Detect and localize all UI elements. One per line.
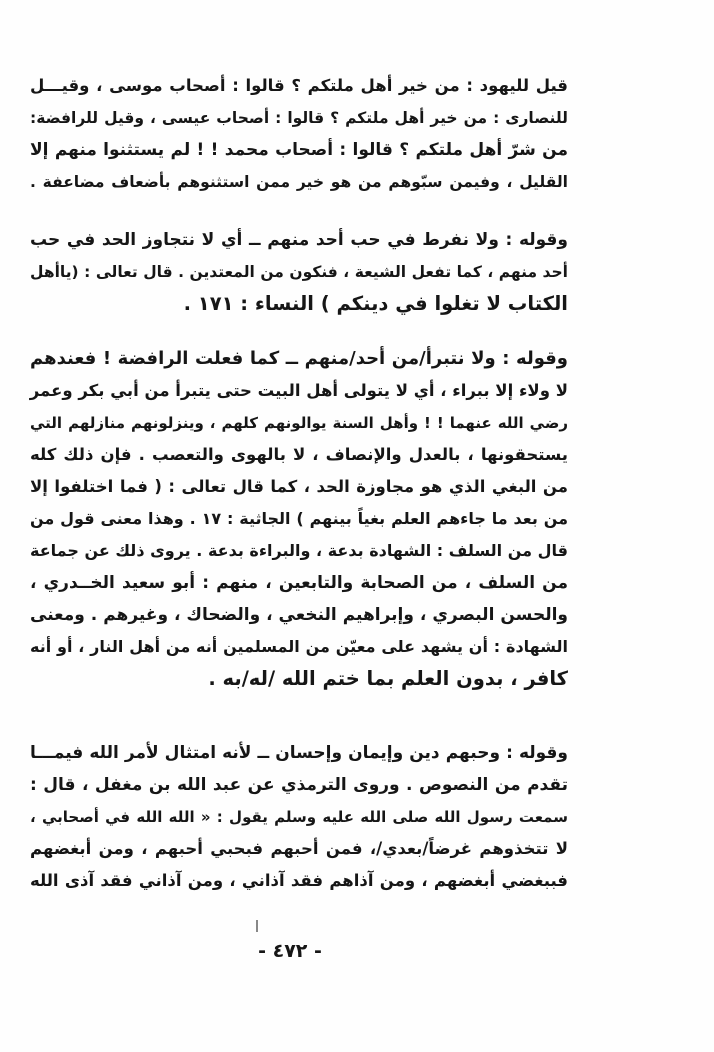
text-line: قيل لليهود : من خير أهل ملتكم ؟ قالوا : أصحاب موسى ، وقيـــل [30, 76, 568, 95]
text-line: من السلف ، من الصحابة والتابعين ، منهم : أبو سعيد الخــدري ، [30, 573, 568, 593]
text-line: كافر ، بدون العلم بما ختم الله /له/به . [208, 667, 568, 690]
paragraph-3 [30, 343, 568, 695]
text-line: وقوله : وحبهم دين وإيمان وإحسان ــ لأنه امتثال لأمر الله فيمـــا [30, 743, 568, 763]
paragraph-4 [30, 737, 568, 897]
scan-artifact [256, 920, 258, 932]
text-line: أحد منهم ، كما تفعل الشيعة ، فنكون من المعتدين . قال تعالى : (ياأهل [30, 263, 568, 281]
text-line: سمعت رسول الله صلى الله عليه وسلم يقول : « الله الله في أصحابي ، [30, 808, 568, 826]
page-number: - ٤٧٢ - [258, 940, 322, 962]
text-line: رضي الله عنهما ! ! وأهل السنة يوالونهم كلهم ، وينزلونهم منازلهم التي [30, 414, 568, 432]
paragraph-1 [30, 70, 568, 198]
paragraph-2 [30, 224, 568, 320]
text-line: يستحقونها ، بالعدل والإنصاف ، لا بالهوى والتعصب . فإن ذلك كله [30, 445, 568, 464]
text-line: من شرّ أهل ملتكم ؟ قالوا : أصحاب محمد ! ! لم يستثنوا منهم إلا [30, 140, 568, 160]
text-line: لا تتخذوهم غرضاً/بعدي/، فمن أحبهم فبحبي أحبهم ، ومن أبغضهم [30, 839, 568, 858]
text-line: من البغي الذي هو مجاوزة الحد ، كما قال تعالى : ( فما اختلفوا إلا [30, 477, 568, 496]
text-line: والحسن البصري ، وإبراهيم النخعي ، والضحاك ، وغيرهم . ومعنى [30, 605, 568, 625]
text-line: من بعد ما جاءهم العلم بغياً بينهم ) الجاثية : ١٧ . وهذا معنى قول من [30, 509, 569, 528]
text-line: القليل ، وفيمن سبّوهم من هو خير ممن استثنوهم بأضعاف مضاعفة . [30, 173, 568, 191]
text-line: تقدم من النصوص . وروى الترمذي عن عبد الله بن مغفل ، قال : [30, 775, 568, 795]
text-line: الشهادة : أن يشهد على معيّن من المسلمين أنه من أهل النار ، أو أنه [30, 637, 568, 656]
text-line: قال من السلف : الشهادة بدعة ، والبراءة بدعة . يروى ذلك عن جماعة [30, 541, 568, 560]
text-line: الكتاب لا تغلوا في دينكم ) النساء : ١٧١ . [183, 292, 568, 315]
text-line: وقوله : ولا نتبرأ/من أحد/منهم ــ كما فعلت الرافضة ! فعندهم [30, 348, 568, 369]
text-line: لا ولاء إلا ببراء ، أي لا يتولى أهل البيت حتى يتبرأ من أبي بكر وعمر [29, 381, 568, 400]
text-line: فببغضي أبغضهم ، ومن آذاهم فقد آذاني ، ومن آذاني فقد آذى الله [30, 871, 568, 890]
text-line: للنصارى : من خير أهل ملتكم ؟ قالوا : أصحاب عيسى ، وقيل للرافضة: [30, 109, 568, 127]
text-line: وقوله : ولا نفرط في حب أحد منهم ــ أي لا نتجاوز الحد في حب [30, 230, 568, 250]
